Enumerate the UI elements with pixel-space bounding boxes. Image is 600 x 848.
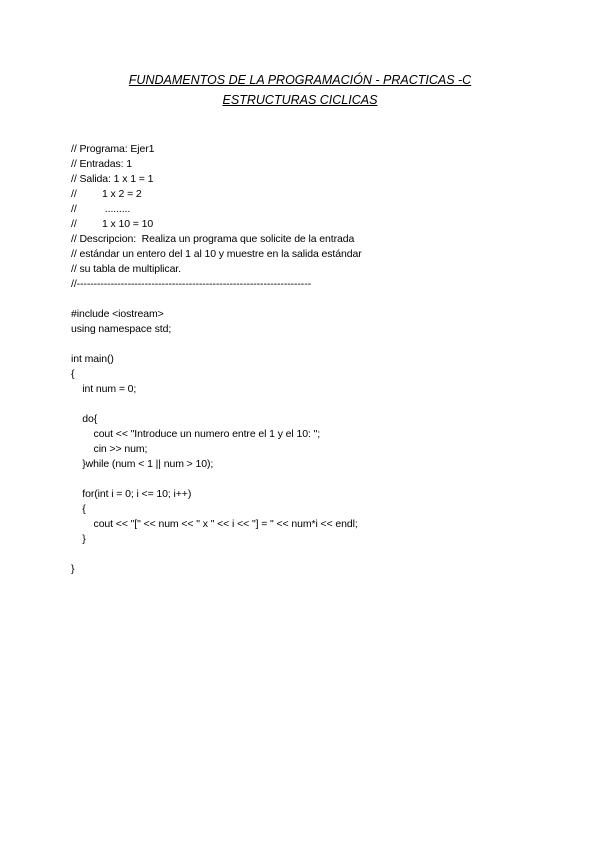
- code-line: // Entradas: 1: [71, 158, 133, 170]
- code-line: int num = 0;: [71, 383, 137, 395]
- code-line: [71, 337, 591, 352]
- code-line: //---------------------------------------------------------------------: [71, 278, 311, 290]
- code-line: do{: [71, 413, 98, 425]
- code-line: int main(): [71, 353, 114, 365]
- document-title-line1: FUNDAMENTOS DE LA PROGRAMACIÓN - PRACTICAS -C: [128, 73, 472, 87]
- code-line: [71, 472, 591, 487]
- code-line: }: [71, 533, 86, 545]
- code-line: // 1 x 2 = 2: [71, 188, 142, 200]
- code-block: [71, 142, 591, 577]
- code-line: // .........: [71, 203, 131, 215]
- code-line: }while (num < 1 || num > 10);: [71, 458, 214, 470]
- code-line: using namespace std;: [71, 323, 172, 335]
- code-line: #include <iostream>: [71, 308, 164, 320]
- code-line: [71, 292, 591, 307]
- code-line: cout << "[" << num << " x " << i << "] = " << num*i << endl;: [71, 518, 358, 530]
- code-line: cout << "Introduce un numero entre el 1 y el 10: ";: [71, 428, 321, 440]
- code-line: // Descripcion: Realiza un programa que solicite de la entrada: [71, 233, 355, 245]
- code-line: {: [71, 503, 86, 515]
- code-line: [71, 547, 591, 562]
- code-line: [71, 397, 591, 412]
- code-line: // estándar un entero del 1 al 10 y muestre en la salida estándar: [71, 248, 362, 260]
- code-line: // su tabla de multiplicar.: [71, 263, 181, 275]
- code-line: for(int i = 0; i <= 10; i++): [71, 488, 192, 500]
- code-line: // Salida: 1 x 1 = 1: [71, 173, 154, 185]
- code-line: {: [71, 368, 75, 380]
- code-line: // Programa: Ejer1: [71, 143, 155, 155]
- code-line: }: [71, 563, 75, 575]
- code-line: cin >> num;: [71, 443, 148, 455]
- code-line: // 1 x 10 = 10: [71, 218, 154, 230]
- document-title-line2: ESTRUCTURAS CICLICAS: [222, 93, 378, 107]
